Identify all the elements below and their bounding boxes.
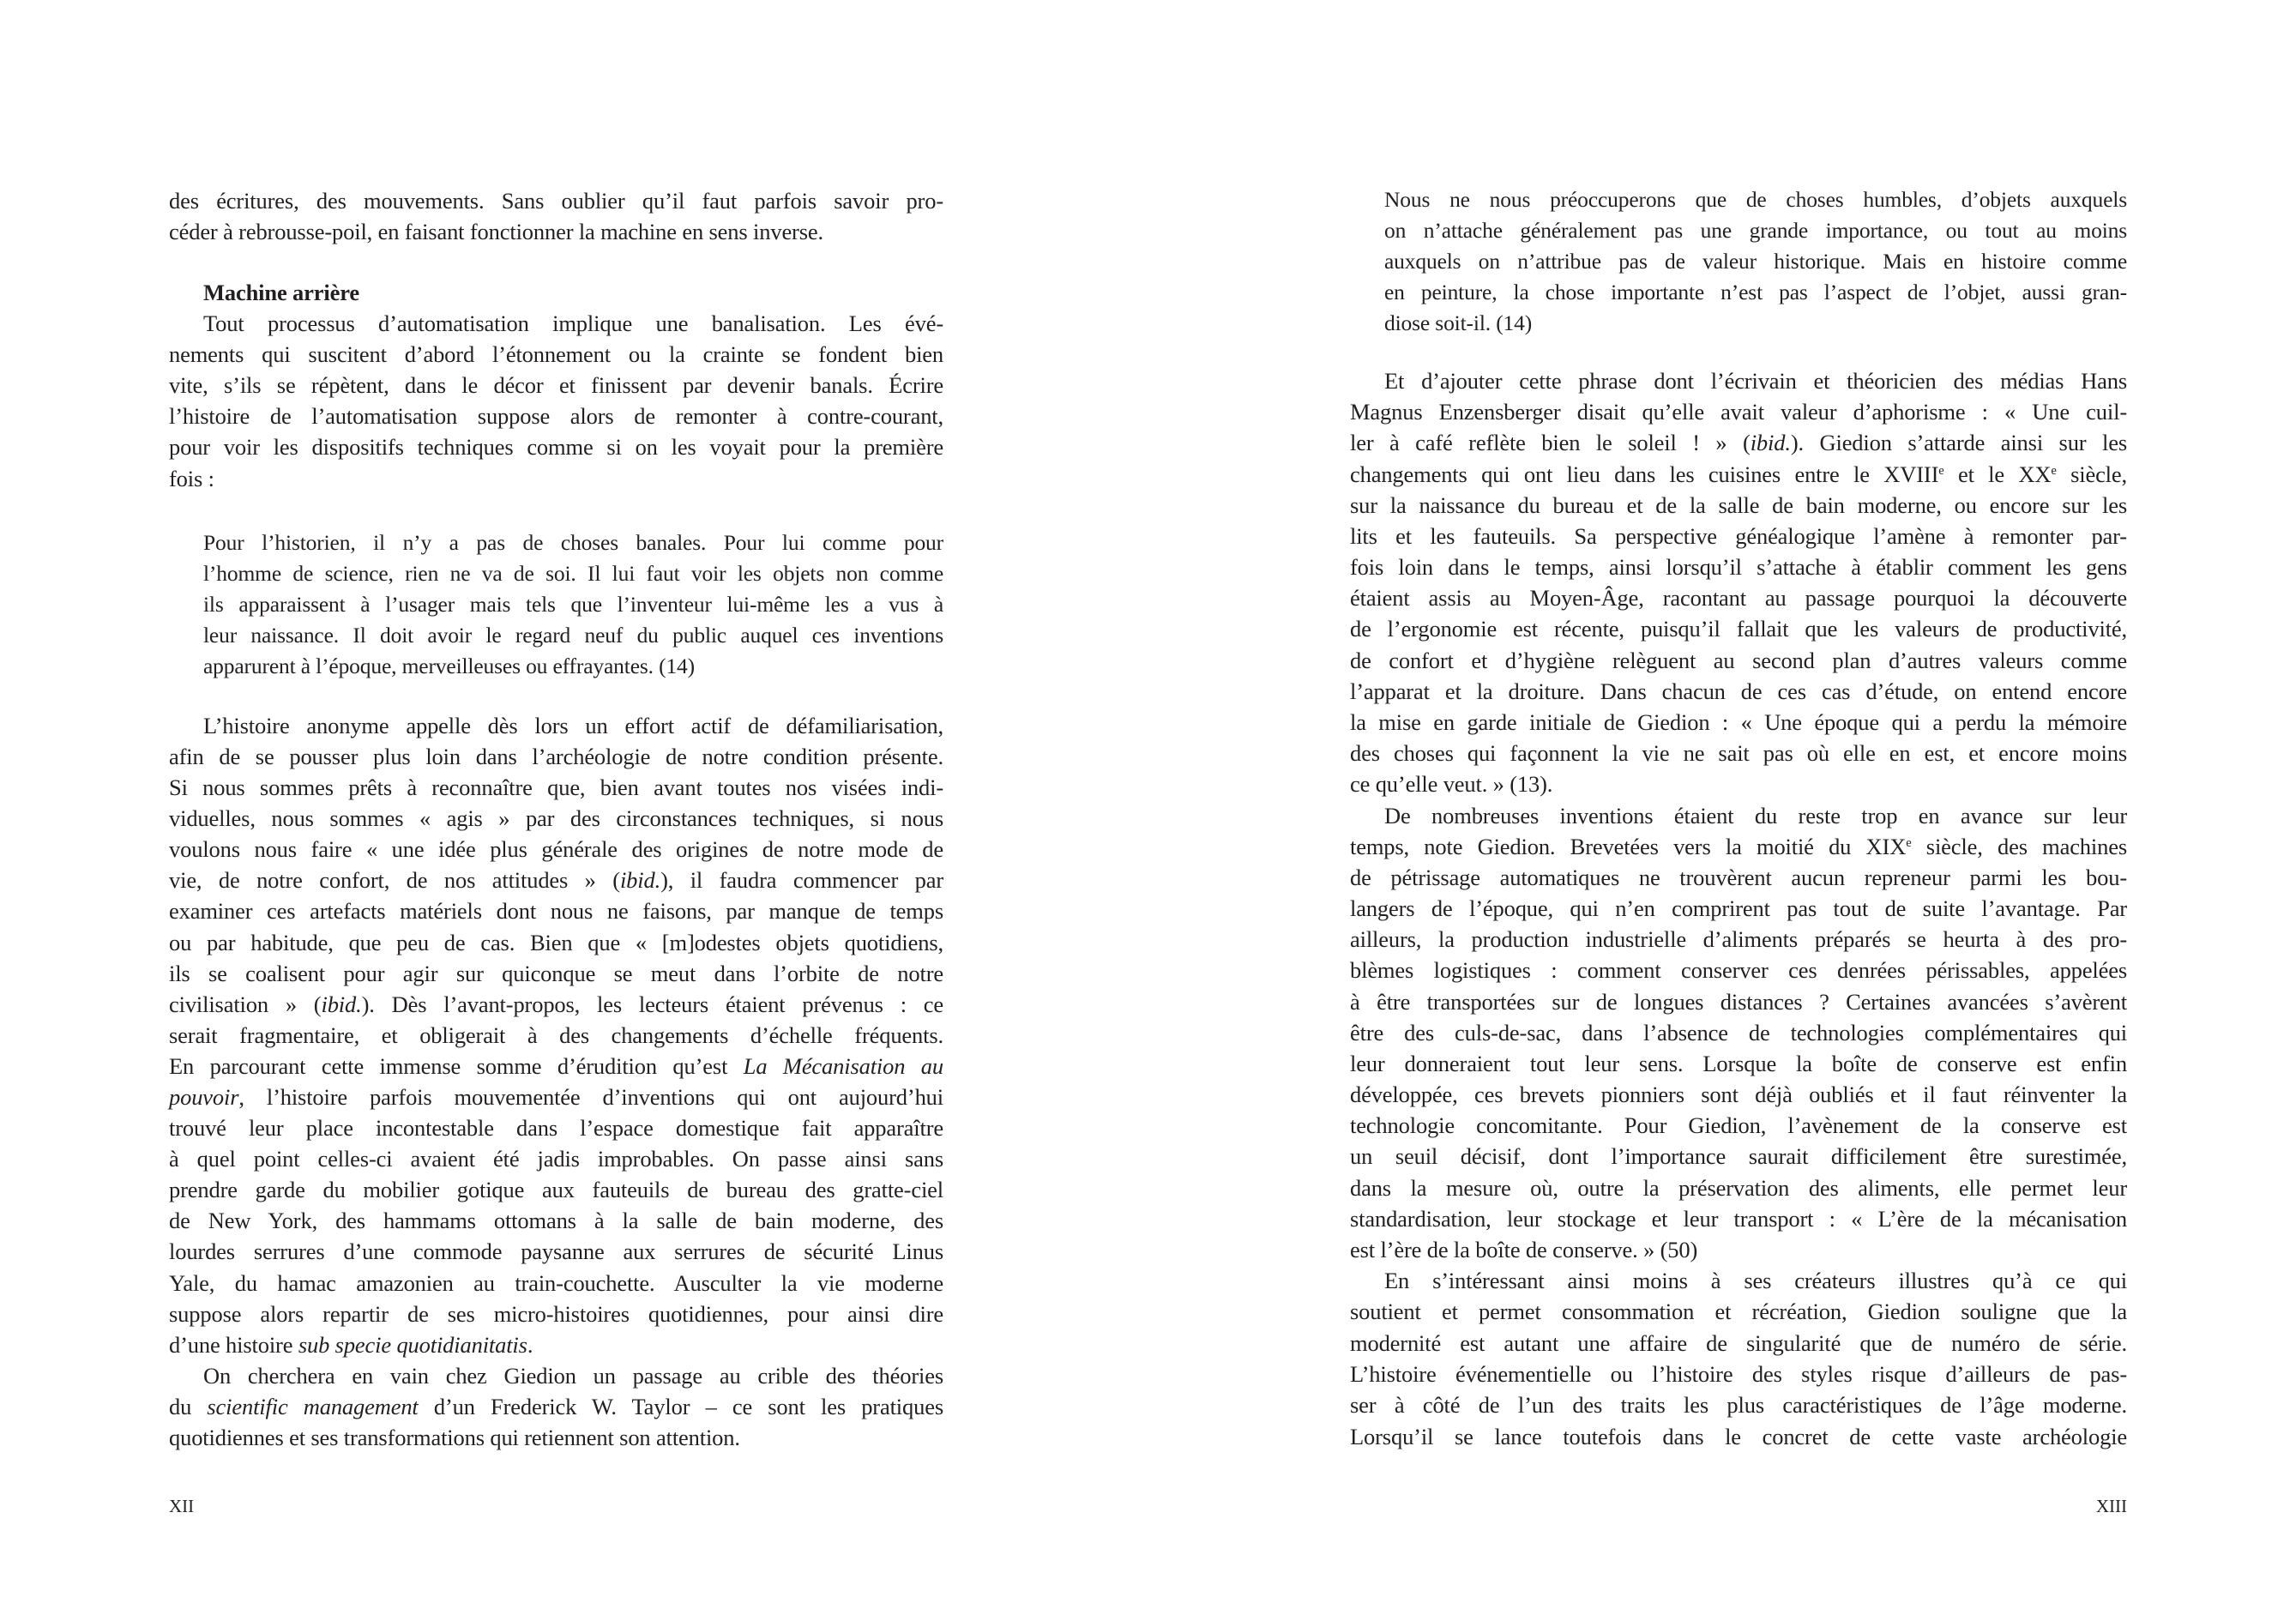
text-line [1350,1203,2127,1234]
text-run: dans la mesure où, outre la préservation des aliments, elle permet leur [1350,1175,2127,1201]
block-quote-line [203,651,943,682]
superscript: e [1906,836,1912,851]
text-run: apparurent à l’époque, merveilleuses ou effrayantes. (14) [203,654,695,678]
right-page [1148,0,2296,1621]
text-line [1350,1141,2127,1172]
text-run: ce qu’elle veut. » (13). [1350,771,1553,797]
text-run: Et d’ajouter cette phrase dont l’écrivain et théoricien des médias Hans [1384,368,2127,394]
text-line [1384,800,2127,831]
text-line [1350,707,2127,738]
text-run: est l’ère de la boîte de conserve. » (50) [1350,1237,1698,1262]
text-run: voulons nous faire « une idée plus générale des origines de notre mode de [169,836,943,862]
text-line [169,958,943,989]
text-run: ), il faudra commencer par [660,867,943,893]
text-run: ils apparaissent à l’usager mais tels que l’inventeur lui-même les a vus à [203,592,943,617]
text-line [1350,551,2127,582]
text-line [1384,365,2127,396]
text-line [169,216,943,247]
text-run: En parcourant cette immense somme d’érudition qu’est [169,1053,744,1079]
text-run: De nombreuses inventions étaient du reste trop en avance sur leur [1384,803,2127,829]
block-quote-line [203,527,943,558]
text-run: ). Dès l’avant-propos, les lecteurs étaient prévenus : ce [361,991,944,1017]
text-line [169,1422,943,1453]
text-line [1350,613,2127,644]
text-run: et le XX [1943,461,2052,487]
italic-text: La Mécanisation au [743,1053,943,1079]
text-run: ler à café reflète bien le soleil ! » ( [1350,430,1751,455]
text-line [169,865,943,895]
superscript: e [2051,464,2057,479]
text-line [1350,862,2127,893]
text-run: des écritures, des mouvements. Sans oublier qu’il faut parfois savoir pro- [169,188,943,214]
text-run: Machine arrière [203,280,359,305]
text-run: céder à rebrousse-poil, en faisant fonctionner la machine en sens inverse. [169,219,823,244]
text-run: nements qui suscitent d’abord l’étonnement ou la crainte se fondent bien [169,341,943,367]
text-run: technologie concomitante. Pour Giedion, l’avènement de la conserve est [1350,1112,2127,1138]
text-line [1350,1048,2127,1079]
section-heading [203,277,943,308]
text-run: ailleurs, la production industrielle d’aliments préparés se heurta à des pro- [1350,926,2127,952]
text-line [169,803,943,834]
text-run: lits et les fauteuils. Sa perspective généalogique l’amène à remonter par- [1350,523,2127,549]
text-line [169,1174,943,1205]
text-run: viduelles, nous sommes « agis » par des circonstances techniques, si nous [169,805,943,831]
text-run: standardisation, leur stockage et leur transport : « L’ère de la mécanisation [1350,1206,2127,1232]
text-run: pour voir les dispositifs techniques comme si on les voyait pour la première [169,434,943,460]
text-run: afin de se pousser plus loin dans l’archéologie de notre condition présente. [169,744,943,769]
text-line [169,1143,943,1174]
text-run: développée, ces brevets pionniers sont déjà oubliés et il faut réinventer la [1350,1082,2127,1107]
text-line [203,308,943,339]
text-line [169,927,943,958]
text-line [203,1360,943,1391]
text-line [1350,1172,2127,1203]
text-run: de l’ergonomie est récente, puisqu’il fallait que les valeurs de productivité, [1350,616,2127,642]
text-run: blèmes logistiques : comment conserver ces denrées périssables, appelées [1350,957,2127,983]
text-run: L’histoire événementielle ou l’histoire des styles risque d’ailleurs de pas- [1350,1361,2127,1387]
text-run: du [169,1394,208,1419]
italic-text: ibid. [619,867,661,893]
text-run: siècle, des machines [1911,834,2127,859]
text-run: civilisation » ( [169,991,322,1017]
text-line [1350,582,2127,613]
text-run: étaient assis au Moyen-Âge, racontant au passage pourquoi la découverte [1350,585,2127,611]
text-line [1350,396,2127,427]
text-line [169,1082,943,1112]
text-line [1350,1328,2127,1359]
text-line [1350,924,2127,955]
page-number-right: XIII [2095,1496,2127,1516]
text-run: En s’intéressant ainsi moins à ses créateurs illustres qu’à ce qui [1384,1268,2127,1293]
text-run: Tout processus d’automatisation implique une banalisation. Les évé- [203,310,943,336]
text-run: . [527,1332,533,1358]
text-run: langers de l’époque, qui n’en comprirent pas tout de suite l’avantage. Par [1350,895,2127,921]
text-run: l’histoire de l’automatisation suppose alors de remonter à contre-courant, [169,403,943,429]
text-run: soutient et permet consommation et récréation, Giedion souligne que la [1350,1299,2127,1324]
text-run: être des culs-de-sac, dans l’absence de technologies complémentaires qui [1350,1020,2127,1046]
text-line [1350,1389,2127,1420]
text-line [1350,1017,2127,1048]
text-line [1350,676,2127,707]
text-run: siècle, [2056,461,2127,487]
text-run: d’un Frederick W. Taylor – ce sont les pratiques [418,1394,943,1419]
text-run: examiner ces artefacts matériels dont nous ne faisons, par manque de temps [169,898,943,924]
text-run: leur naissance. Il doit avoir le regard neuf du public auquel ces inventions [203,623,943,648]
text-run: l’homme de science, rien ne va de soi. Il lui faut voir les objets non comme [203,561,943,586]
block-quote-line [1384,277,2127,308]
text-run: Lorsqu’il se lance toutefois dans le concret de cette vaste archéologie [1350,1424,2127,1449]
text-line [169,895,943,926]
text-run: lourdes serrures d’une commode paysanne aux serrures de sécurité Linus [169,1238,943,1264]
block-quote-line [1384,215,2127,246]
text-run: de confort et d’hygiène relèguent au second plan d’autres valeurs comme [1350,648,2127,673]
text-run: Nous ne nous préoccuperons que de choses humbles, d’objets auxquels [1384,187,2127,212]
text-run: sur la naissance du bureau et de la salle de bain moderne, ou encore sur les [1350,492,2127,518]
text-line [169,370,943,401]
text-line [169,401,943,431]
text-line [1350,645,2127,676]
text-line [169,1020,943,1051]
text-line [169,1329,943,1360]
text-line [169,339,943,370]
text-line [1350,738,2127,768]
text-line [1350,955,2127,985]
text-line [169,834,943,865]
text-run: à être transportées sur de longues distances ? Certaines avancées s’avèrent [1350,989,2127,1015]
text-run: la mise en garde initiale de Giedion : « Une époque qui a perdu la mémoire [1350,709,2127,735]
text-line [169,1205,943,1236]
text-line [1350,1359,2127,1389]
text-line [203,710,943,741]
text-line [1350,521,2127,551]
text-run: serait fragmentaire, et obligerait à des changements d’échelle fréquents. [169,1022,943,1048]
text-line [169,989,943,1020]
text-run: leur donneraient tout leur sens. Lorsque la boîte de conserve est enfin [1350,1051,2127,1076]
text-run: de pétrissage automatiques ne trouvèrent aucun repreneur parmi les bou- [1350,865,2127,890]
block-quote-line [1384,184,2127,215]
text-run: prendre garde du mobilier gotique aux fauteuils de bureau des gratte-ciel [169,1177,943,1202]
block-quote-line [1384,246,2127,277]
text-line [169,1268,943,1299]
text-run: , l’histoire parfois mouvementée d’inventions qui ont aujourd’hui [238,1084,943,1110]
text-line [1350,1110,2127,1141]
text-line [1350,986,2127,1017]
text-run: temps, note Giedion. Brevetées vers la moitié du XIX [1350,834,1907,859]
text-run: suppose alors repartir de ses micro-histoires quotidiennes, pour ainsi dire [169,1301,943,1327]
text-run: un seuil décisif, dont l’importance saurait difficilement être surestimée, [1350,1143,2127,1169]
text-line [169,1236,943,1267]
text-line [169,431,943,462]
superscript: e [1938,464,1944,479]
block-quote-line [203,558,943,589]
block-quote-line [1384,308,2127,339]
text-line [1350,893,2127,924]
block-quote-line [203,620,943,651]
text-line [1350,490,2127,521]
text-line [1350,1234,2127,1265]
text-line [1350,1296,2127,1327]
text-run: Si nous sommes prêts à reconnaître que, bien avant toutes nos visées indi- [169,774,943,800]
page-number-left: XII [169,1496,195,1516]
text-run: auxquels on n’attribue pas de valeur historique. Mais en histoire comme [1384,249,2127,274]
text-line [1350,427,2127,458]
text-run: ser à côté de l’un des traits les plus caractéristiques de l’âge moderne. [1350,1392,2127,1418]
text-line [1350,768,2127,799]
block-quote-line [203,589,943,620]
text-run: diose soit-il. (14) [1384,310,1533,335]
text-run: des choses qui façonnent la vie ne sait pas où elle en est, et encore moins [1350,740,2127,766]
text-run: on n’attache généralement pas une grande importance, ou tout au moins [1384,218,2127,243]
text-line [169,1051,943,1082]
text-run: changements qui ont lieu dans les cuisines entre le XVIII [1350,461,1939,487]
text-line [1350,831,2127,862]
text-line [169,772,943,803]
text-run: vie, de notre confort, de nos attitudes » ( [169,867,620,893]
text-run: ). Giedion s’attarde ainsi sur les [1790,430,2127,455]
text-run: modernité est autant une affaire de singularité que de numéro de série. [1350,1330,2127,1356]
text-line [169,1299,943,1329]
text-run: vite, s’ils se répètent, dans le décor et finissent par devenir banals. Écrire [169,372,943,398]
text-run: de New York, des hammams ottomans à la salle de bain moderne, des [169,1208,943,1233]
text-run: à quel point celles-ci avaient été jadis improbables. On passe ainsi sans [169,1146,943,1172]
italic-text: pouvoir [169,1084,239,1110]
text-line [1350,1421,2127,1452]
text-run: ils se coalisent pour agir sur quiconque se meut dans l’orbite de notre [169,961,943,986]
text-run: On cherchera en vain chez Giedion un passage au crible des théories [203,1363,943,1389]
text-line [1384,1265,2127,1296]
italic-text: ibid. [321,991,362,1017]
text-run: Yale, du hamac amazonien au train-couchette. Ausculter la vie moderne [169,1270,943,1296]
text-line [1350,1079,2127,1110]
text-run: fois : [169,466,214,491]
italic-text: ibid. [1750,430,1791,455]
text-run: l’apparat et la droiture. Dans chacun de ces cas d’étude, on entend encore [1350,678,2127,704]
text-run: L’histoire anonyme appelle dès lors un effort actif de défamiliarisation, [203,713,943,738]
text-run: fois loin dans le temps, ainsi lorsqu’il s’attache à établir comment les gens [1350,554,2127,580]
text-run: d’une histoire [169,1332,298,1358]
italic-text: scientific management [207,1394,419,1419]
text-run: ou par habitude, que peu de cas. Bien que « [m]odestes objets quotidiens, [169,930,943,955]
text-run: trouvé leur place incontestable dans l’espace domestique fait apparaître [169,1115,943,1141]
text-run: Magnus Enzensberger disait qu’elle avait valeur d’aphorisme : « Une cuil- [1350,399,2127,425]
text-line [169,741,943,772]
text-run: quotidiennes et ses transformations qui retiennent son attention. [169,1425,740,1450]
text-line [169,185,943,216]
italic-text: sub specie quotidianitatis [298,1332,527,1358]
text-line [169,1112,943,1143]
text-line [1350,459,2127,490]
text-line [169,463,943,494]
text-line [169,1391,943,1422]
text-run: Pour l’historien, il n’y a pas de choses banales. Pour lui comme pour [203,530,943,555]
text-run: en peinture, la chose importante n’est pas l’aspect de l’objet, aussi gran- [1384,280,2127,304]
